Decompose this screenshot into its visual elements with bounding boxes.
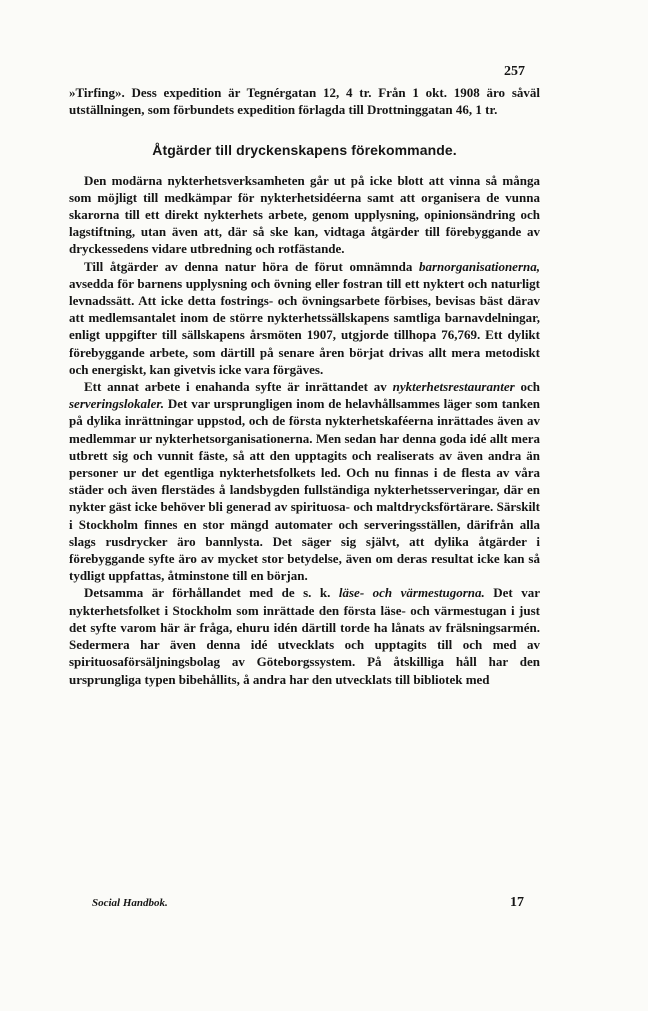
paragraph-2-emphasis: barnorganisationerna, <box>418 258 540 274</box>
page-footer <box>92 895 524 911</box>
footer-signature: 17 <box>510 895 524 910</box>
intro-paragraph: »Tirfing». Dess expedition är Tegnérgatan 12, 4 tr. Från 1 okt. 1908 äro såväl utställningen, som förbundets expedition förlagda till Drottninggatan 46, 1 tr. <box>69 85 540 118</box>
paragraph-3-emphasis-1: nykterhetsrestauranter <box>392 379 515 395</box>
paragraph-2-text-a: Till åtgärder av denna natur höra de förut omnämnda <box>84 258 419 274</box>
paragraph-4-text-a: Detsamma är förhållandet med de s. k. <box>84 585 339 601</box>
paragraph-4-text-b: Det var nykterhetsfolket i Stockholm som inrättade den första läse- och värmestugan i just det syfte varom här är fråga, ehuru idén därtill torde ha lånats av frälsningsarmén. Sedermera har även denna idé utvecklats och upptagits till och med av spirituosaförsäljningsbolag av Göteborgssystem. På åtskilliga håll har den ursprungliga typen bibehållits, å andra har den utvecklats till bibliotek med <box>69 585 540 687</box>
page-number: 257 <box>504 64 525 79</box>
paragraph-2-text-b: avsedda för barnens upplysning och övning eller fostran till ett nyktert och naturligt levnadssätt. Att icke detta fostrings- och övningsarbete förbises, bevisas bäst därav att medlemsantalet inom de större nykterhetssällskapens samtliga barnavdelningar, enligt uppgifter till sällskapens årsmöten 1907, utgjorde tillhopa 76,769. Ett dylikt förebyggande arbete, som därtill på senare åren börjat drivas allt mera metodiskt och energiskt, kan givetvis icke vara förgäves. <box>69 275 540 377</box>
paragraph-3-text-a: Ett annat arbete i enahanda syfte är inrättandet av <box>84 379 393 395</box>
paragraph-2 <box>69 258 540 378</box>
section-heading: Åtgärder till dryckenskapens förekommande. <box>152 142 457 159</box>
paragraph-3-text-c: Det var ursprungligen inom de helavhållsammes läger som tanken på dylika inrättningar uppstod, och de första nykterhetskaféerna inrättades även av medlemmar ur nykterhetsorganisationerna. Men sedan har denna goda idé allt mera utbrett sig och vunnit fäste, så att den upptagits och realiserats av även andra än personer ur det egentliga nykterhetsfolkets led. Och nu finnas i de flesta av våra städer och även flerstädes å landsbygden fullständiga nykterhetsserveringar, där en nykter gäst icke behöver bli generad av spirituosa- och maltdrycksförtärare. Särskilt i Stockholm finnes en stor mängd automater och serveringsställen, därifrån alla slags rusdrycker äro bannlysta. Det säger sig självt, att dylika åtgärder i förebyggande syfte äro av mycket stor betydelse, även om deras resultat icke kan så tydligt uppfattas, åtminstone till en början. <box>69 396 540 584</box>
paragraph-4 <box>69 584 540 687</box>
body-text <box>69 84 540 688</box>
paragraph-1: Den modärna nykterhetsverksamheten går ut på icke blott att vinna så många som möjligt till medkämpar för nykterhetsidéerna samt att organisera de vunna skarorna till ett direkt nykterhets arbete, genom upplysning, opinionsändring och lagstiftning, utan även att, där så ske kan, vidtaga åtgärder till förebyggande av dryckessedens vidare utbredning och rotfästande. <box>69 172 540 257</box>
paragraph-3 <box>69 378 540 584</box>
footer-source: Social Handbok. <box>92 897 168 909</box>
paragraph-4-emphasis: läse- och värmestugorna. <box>338 585 485 601</box>
paragraph-3-text-b: och <box>514 379 540 395</box>
paragraph-3-emphasis-2: serveringslokaler. <box>69 396 164 412</box>
